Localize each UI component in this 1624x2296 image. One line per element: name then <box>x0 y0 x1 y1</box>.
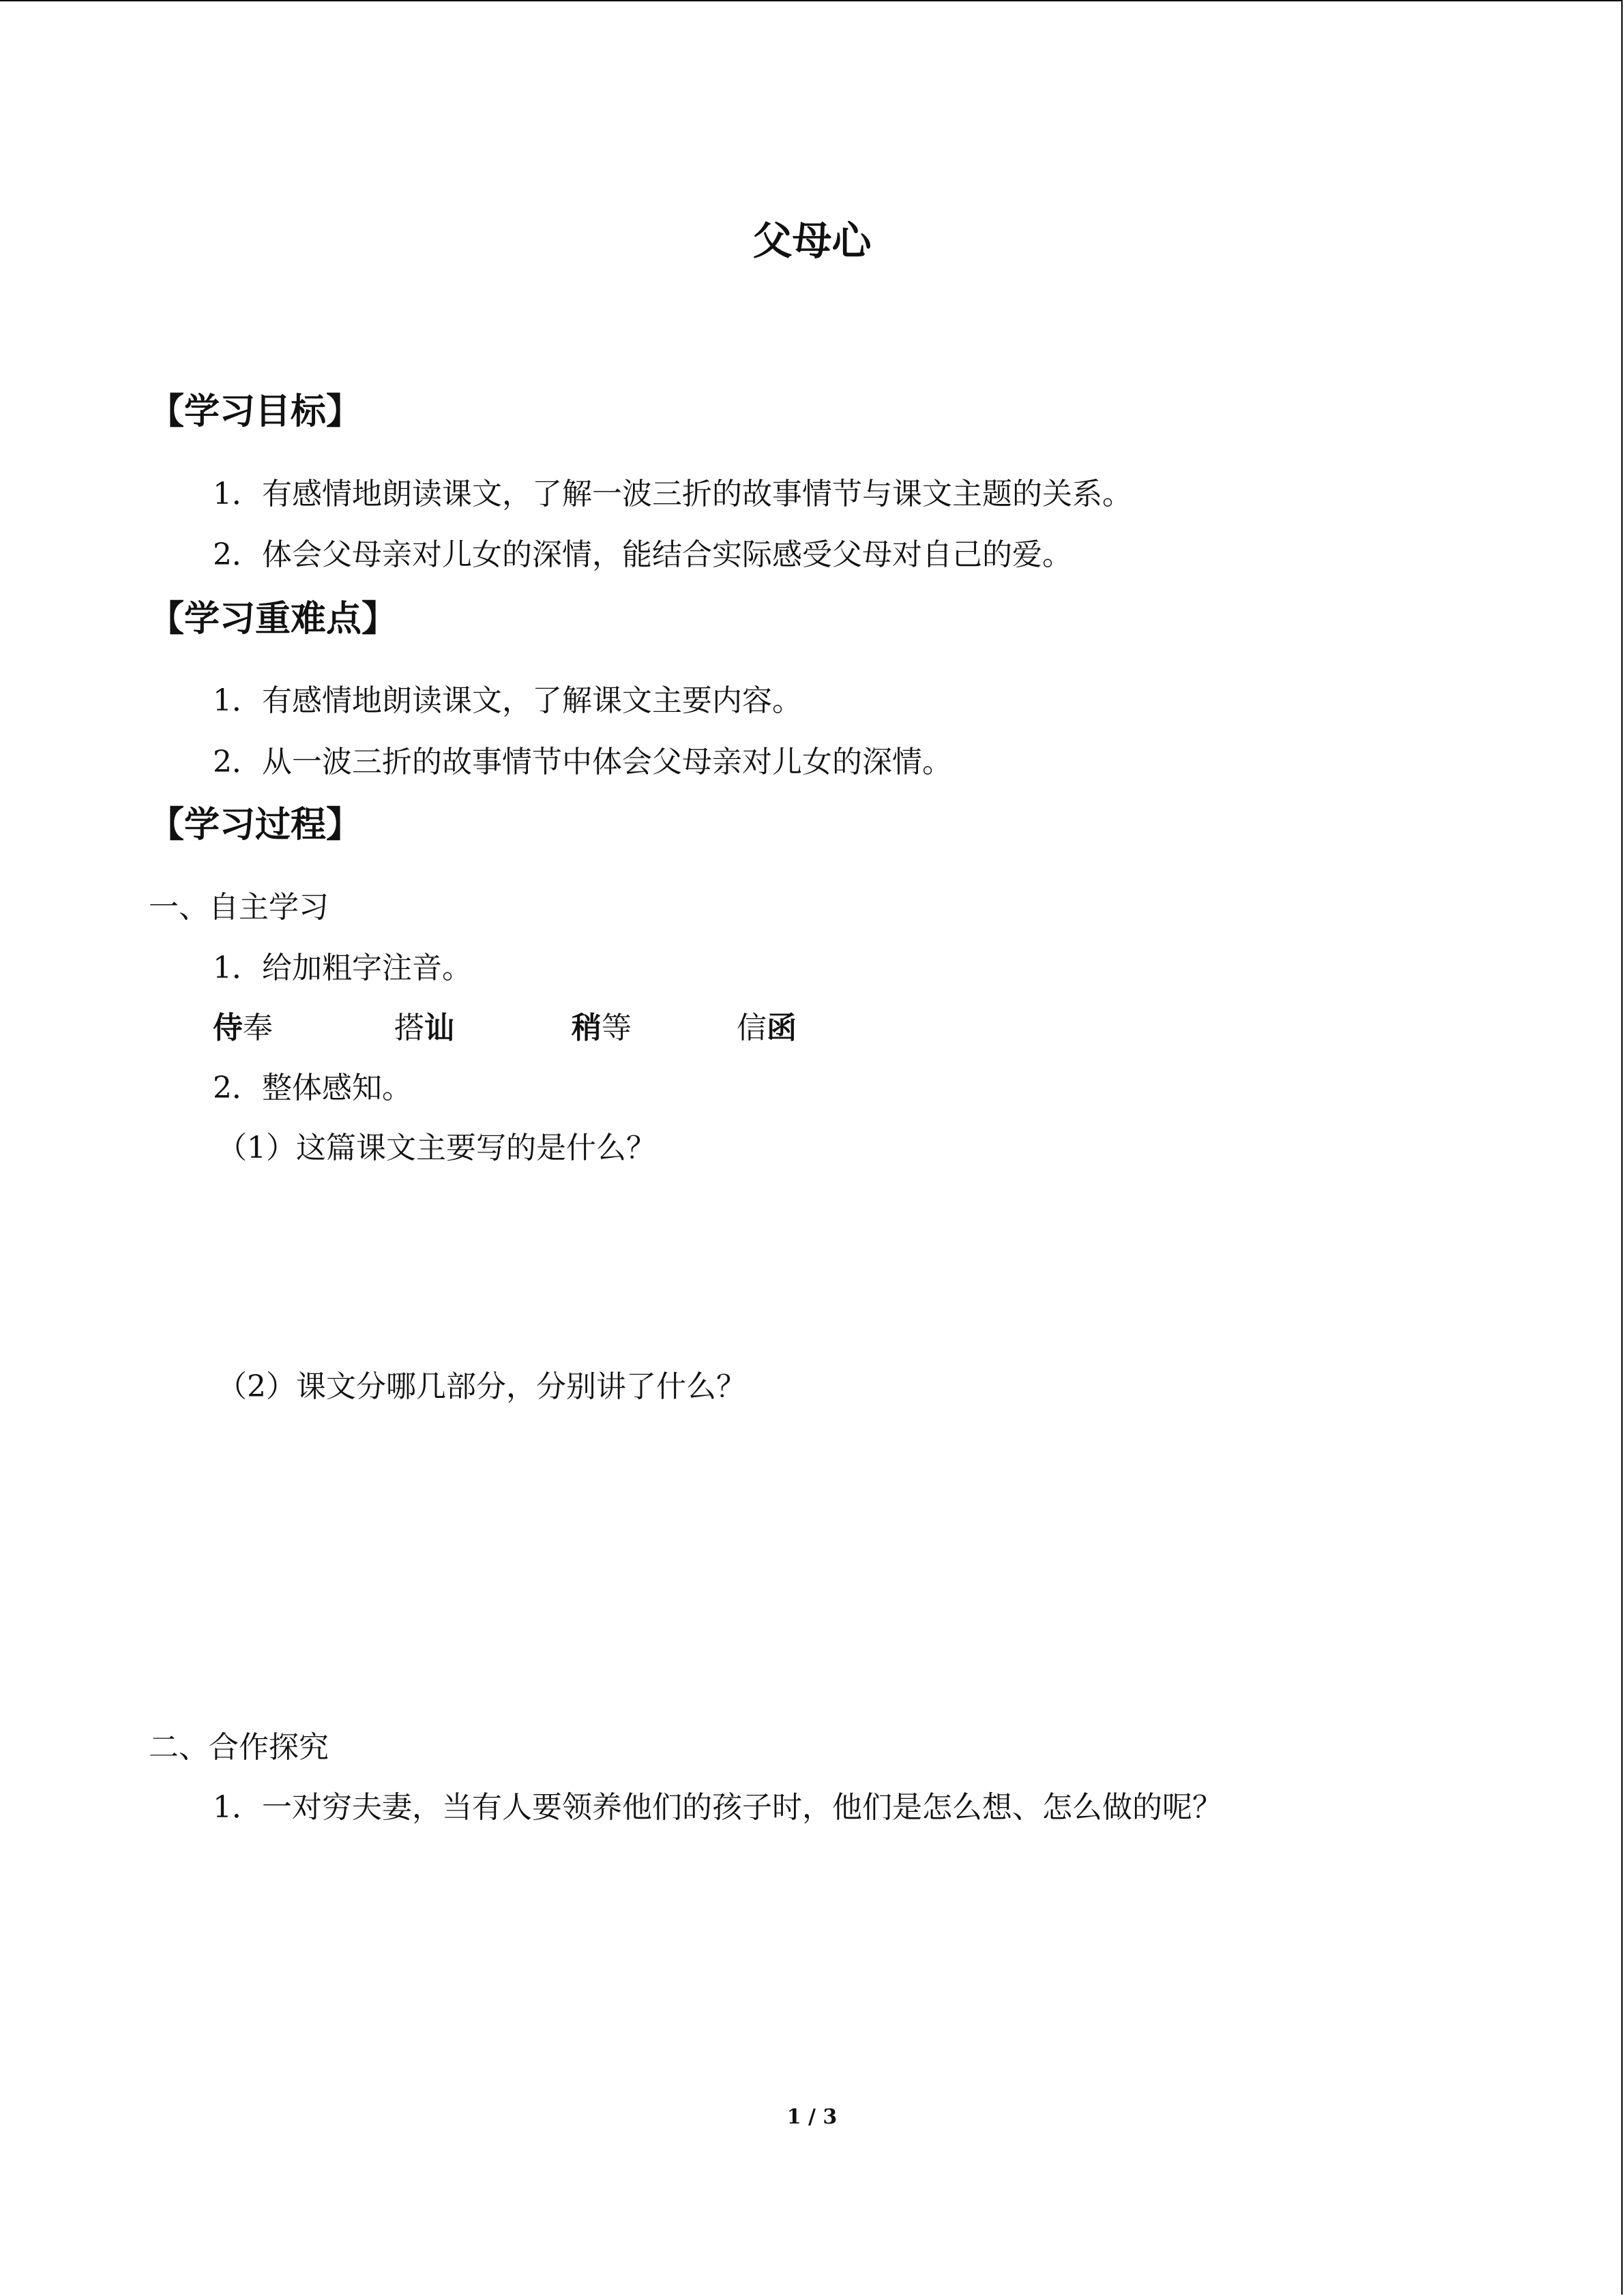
sub-question-2: （2）课文分哪几部分，分别讲了什么？ <box>217 1369 746 1404</box>
plain-char: 信 <box>737 1011 767 1045</box>
pinyin-word-1 <box>213 1009 273 1047</box>
sub-question-1: （1）这篇课文主要写的是什么？ <box>217 1131 656 1165</box>
page-number: 1 / 3 <box>786 2105 838 2129</box>
pinyin-word-2 <box>394 1009 454 1047</box>
key-point-item-2: 2．从一波三折的故事情节中体会父母亲对儿女的深情。 <box>213 745 952 779</box>
pinyin-word-3 <box>572 1009 632 1047</box>
objective-item-2: 2．体会父母亲对儿女的深情，能结合实际感受父母对自己的爱。 <box>213 537 1072 572</box>
cooperation-label: 二、合作探究 <box>149 1730 329 1765</box>
self-study-question-1: 1．给加粗字注音。 <box>213 951 472 985</box>
page-title: 父母心 <box>752 218 872 264</box>
objectives-heading: 【学习目标】 <box>149 391 362 432</box>
key-points-heading: 【学习重难点】 <box>149 599 398 640</box>
plain-char: 搭 <box>394 1011 424 1045</box>
plain-char: 等 <box>602 1011 632 1045</box>
cooperation-question-1: 1．一对穷夫妻，当有人要领养他们的孩子时，他们是怎么想、怎么做的呢？ <box>213 1790 1222 1825</box>
self-study-question-2: 2．整体感知。 <box>213 1071 412 1105</box>
pinyin-word-4 <box>737 1009 797 1047</box>
bold-char: 稍 <box>572 1011 602 1045</box>
process-heading: 【学习过程】 <box>149 805 362 846</box>
bold-char: 函 <box>767 1011 797 1045</box>
self-study-label: 一、自主学习 <box>149 890 329 925</box>
bold-char: 侍 <box>213 1011 243 1045</box>
plain-char: 奉 <box>243 1011 273 1045</box>
objective-item-1: 1．有感情地朗读课文，了解一波三折的故事情节与课文主题的关系。 <box>213 477 1132 511</box>
key-point-item-1: 1．有感情地朗读课文，了解课文主要内容。 <box>213 683 802 718</box>
bold-char: 讪 <box>424 1011 454 1045</box>
